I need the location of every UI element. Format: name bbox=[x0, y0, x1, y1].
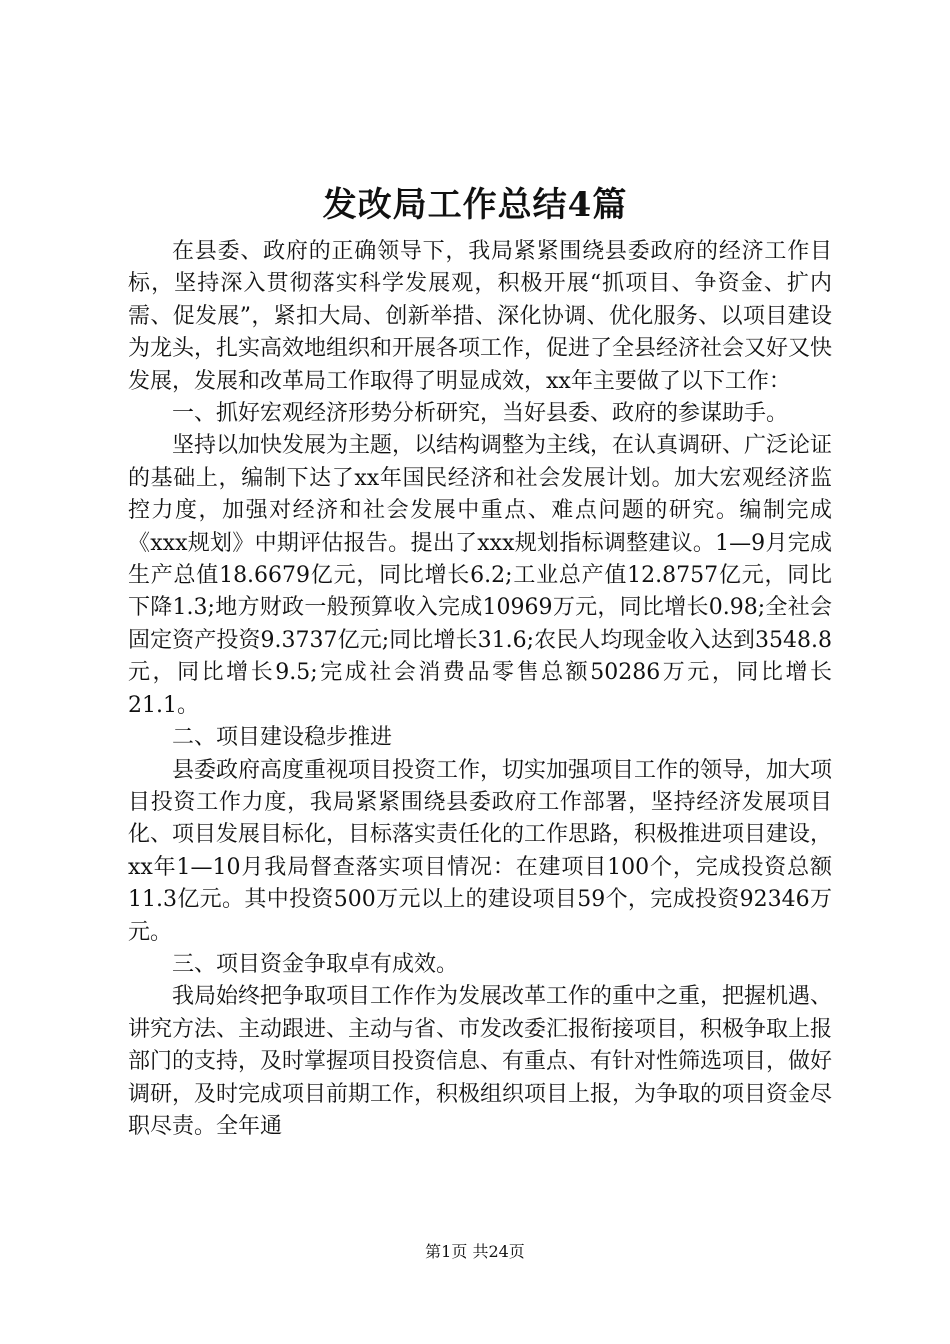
paragraph-section-1: 坚持以加快发展为主题，以结构调整为主线，在认真调研、广泛论证的基础上，编制下达了xx年国民经济和社会发展计划。加大宏观经济监控力度，加强对经济和社会发展中重点、难点问题的研究。编制完成《xxx规划》中期评估报告。提出了xxx规划指标调整建议。1—9月完成生产总值18.6679亿元，同比增长6.2;工业总产值12.8757亿元，同比下降1.3;地方财政一般预算收入完成10969万元，同比增长0.98;全社会固定资产投资9.3737亿元;同比增长31.6;农民人均现金收入达到3548.8元，同比增长9.5;完成社会消费品零售总额50286万元，同比增长21.1。 bbox=[128, 433, 833, 718]
paragraph-section-3: 我局始终把争取项目工作作为发展改革工作的重中之重，把握机遇、讲究方法、主动跟进、主动与省、市发改委汇报衔接项目，积极争取上报部门的支持，及时掌握项目投资信息、有重点、有针对性筛选项目，做好调研，及时完成项目前期工作，积极组织项目上报，为争取的项目资金尽职尽责。全年通 bbox=[128, 984, 833, 1139]
section-heading-2: 二、项目建设稳步推进 bbox=[172, 725, 393, 751]
document-title: 发改局工作总结4篇 bbox=[322, 185, 628, 225]
document-body bbox=[128, 236, 832, 1143]
paragraph-section-2: 县委政府高度重视项目投资工作，切实加强项目工作的领导，加大项目投资工作力度，我局紧紧围绕县委政府工作部署，坚持经济发展项目化、项目发展目标化，目标落实责任化的工作思路，积极推进项目建设，xx年1—10月我局督查落实项目情况：在建项目100个，完成投资总额11.3亿元。其中投资500万元以上的建设项目59个，完成投资92346万元。 bbox=[128, 757, 833, 945]
page-footer: 第1页 共24页 bbox=[425, 1242, 525, 1261]
section-heading-3: 三、项目资金争取卓有成效。 bbox=[172, 951, 459, 977]
paragraph-intro: 在县委、政府的正确领导下，我局紧紧围绕县委政府的经济工作目标，坚持深入贯彻落实科学发展观，积极开展“抓项目、争资金、扩内需、促发展”，紧扣大局、创新举措、深化协调、优化服务、以项目建设为龙头，扎实高效地组织和开展各项工作，促进了全县经济社会又好又快发展，发展和改革局工作取得了明显成效，xx年主要做了以下工作： bbox=[128, 239, 833, 394]
section-heading-1: 一、抓好宏观经济形势分析研究，当好县委、政府的参谋助手。 bbox=[172, 401, 789, 427]
